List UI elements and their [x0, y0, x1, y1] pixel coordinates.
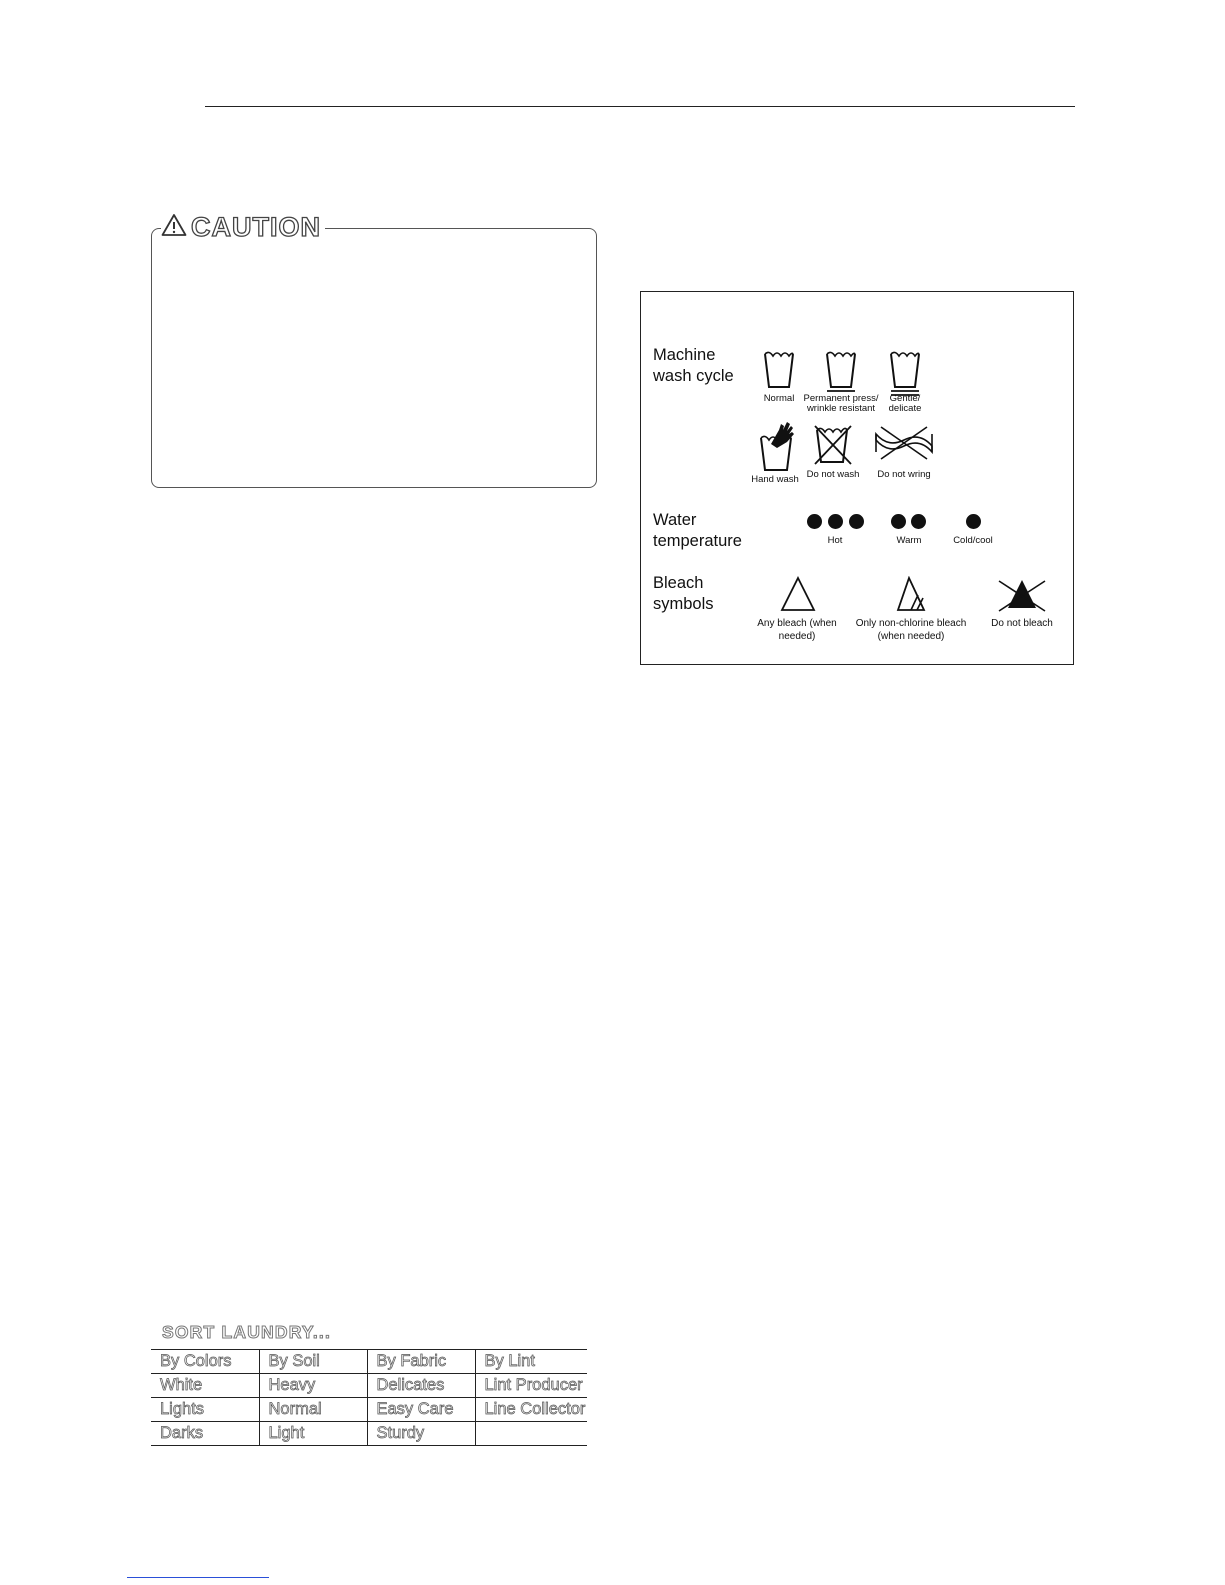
- water-temperature-label: Water temperature: [653, 511, 742, 550]
- hand-wash-caption: Hand wash: [751, 474, 799, 485]
- table-row: [151, 1374, 587, 1398]
- table-cell: Sturdy: [367, 1422, 475, 1446]
- gentle-wash-icon: [887, 349, 923, 397]
- sort-laundry-table: [151, 1349, 587, 1446]
- caution-box: [151, 228, 597, 488]
- warm-dot-icon: [911, 514, 926, 529]
- non-chlorine-bleach-icon: [896, 576, 932, 612]
- hot-dot-icon: [849, 514, 864, 529]
- table-header-cell: By Lint: [475, 1350, 587, 1374]
- table-cell: Delicates: [367, 1374, 475, 1398]
- machine-wash-label: Machine wash cycle: [653, 346, 734, 385]
- permanent-press-caption: Permanent press/ wrinkle resistant: [803, 393, 879, 414]
- footer-link-underline[interactable]: [127, 1577, 269, 1578]
- caution-heading: [161, 212, 325, 243]
- sort-laundry-title: SORT LAUNDRY...: [162, 1322, 332, 1342]
- hot-dot-icon: [807, 514, 822, 529]
- permanent-press-icon: [823, 349, 859, 393]
- table-header-cell: By Colors: [151, 1350, 259, 1374]
- gentle-caption: Gentle/ delicate: [888, 393, 922, 414]
- do-not-bleach-icon: [996, 578, 1048, 614]
- cold-dot-icon: [966, 514, 981, 529]
- table-cell: Heavy: [259, 1374, 367, 1398]
- table-row: [151, 1398, 587, 1422]
- hand-wash-icon: [757, 420, 797, 472]
- bleach-symbols-label: Bleach symbols: [653, 574, 714, 613]
- warning-triangle-icon: [161, 213, 187, 242]
- table-header-row: [151, 1350, 587, 1374]
- non-chlorine-bleach-caption: Only non-chlorine bleach (when needed): [855, 618, 967, 642]
- table-cell: [475, 1422, 587, 1446]
- table-cell: Line Collector: [475, 1398, 587, 1422]
- do-not-wring-icon: [873, 426, 935, 460]
- table-cell: Darks: [151, 1422, 259, 1446]
- any-bleach-caption: Any bleach (when needed): [757, 618, 837, 642]
- warm-caption: Warm: [896, 535, 922, 546]
- normal-caption: Normal: [763, 393, 795, 404]
- laundry-symbols-panel: [640, 291, 1074, 665]
- normal-wash-icon: [761, 349, 797, 389]
- do-not-wash-caption: Do not wash: [806, 469, 860, 480]
- table-cell: Light: [259, 1422, 367, 1446]
- table-row: [151, 1422, 587, 1446]
- table-cell: White: [151, 1374, 259, 1398]
- cold-cool-caption: Cold/cool: [953, 535, 993, 546]
- hot-caption: Hot: [827, 535, 843, 546]
- hot-dot-icon: [828, 514, 843, 529]
- do-not-wring-caption: Do not wring: [877, 469, 931, 480]
- table-header-cell: By Soil: [259, 1350, 367, 1374]
- any-bleach-icon: [780, 576, 816, 612]
- do-not-wash-icon: [813, 424, 853, 466]
- table-header-cell: By Fabric: [367, 1350, 475, 1374]
- table-cell: Normal: [259, 1398, 367, 1422]
- caution-title: CAUTION: [191, 212, 321, 242]
- table-cell: Lights: [151, 1398, 259, 1422]
- warm-dot-icon: [891, 514, 906, 529]
- table-cell: Easy Care: [367, 1398, 475, 1422]
- header-rule: [205, 106, 1075, 107]
- table-cell: Lint Producer: [475, 1374, 587, 1398]
- do-not-bleach-caption: Do not bleach: [991, 618, 1053, 629]
